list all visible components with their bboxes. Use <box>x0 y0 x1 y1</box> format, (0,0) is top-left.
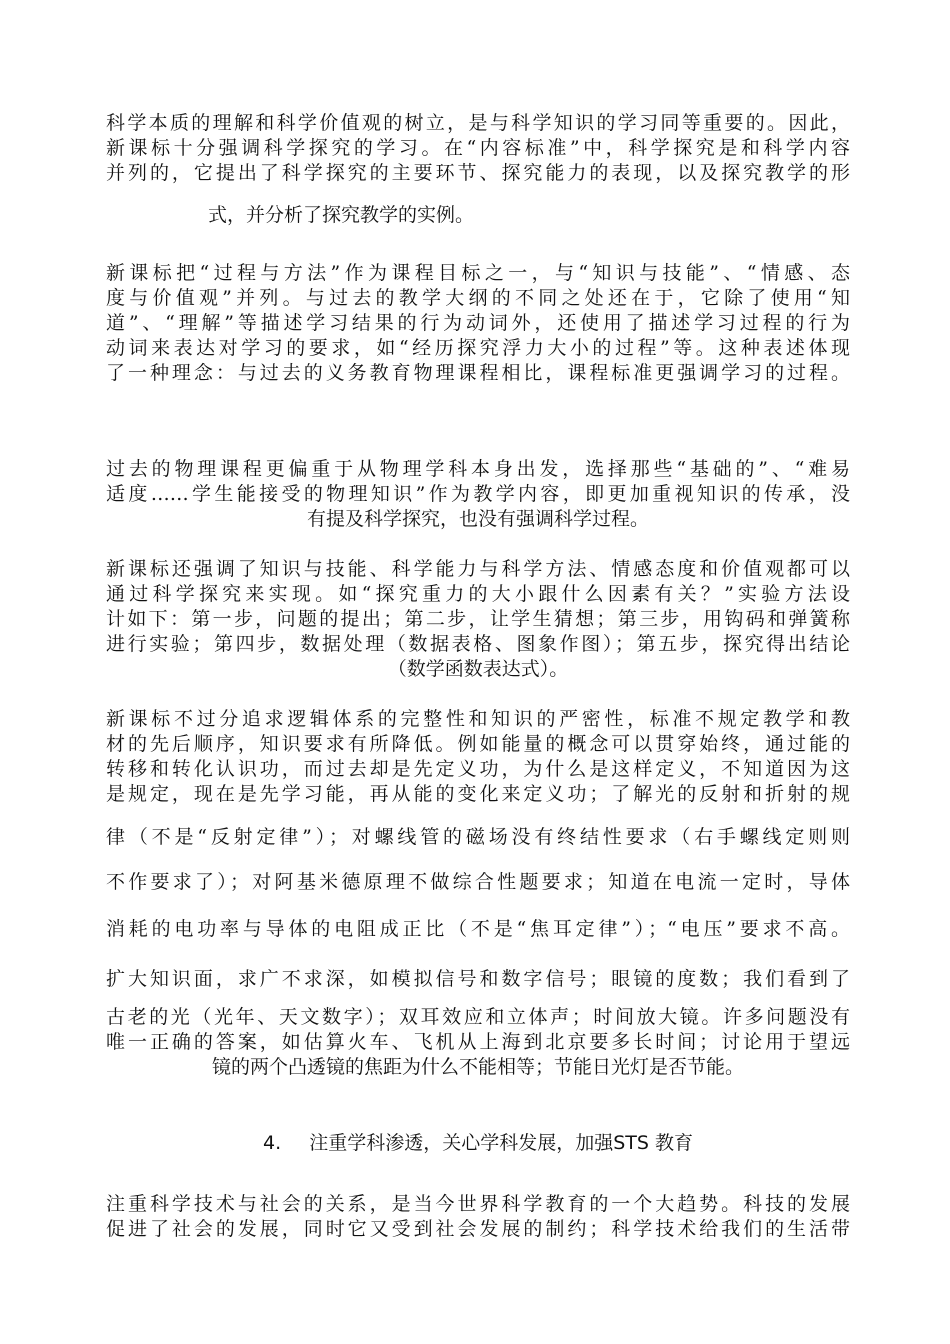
section-title-part-1: 注重学科渗透，关心学科发展，加强 <box>309 1132 614 1154</box>
paragraph-4-line-3: 计如下：第一步，问题的提出；第二步，让学生猜想；第三步，用钩码和弹簧称 <box>106 608 850 630</box>
paragraph-4-line-5: （数学函数表达式）。 <box>387 658 569 680</box>
paragraph-2-line-3: 道”、“理解”等描述学习结果的行为动词外，还使用了描述学习过程的行为 <box>106 312 850 334</box>
paragraph-2-line-1: 新课标把“过程与方法”作为课程目标之一，与“知识与技能”、“情感、态 <box>106 262 850 284</box>
section-title-part-2: 教育 <box>654 1132 693 1154</box>
paragraph-6-line-2: 古老的光（光年、天文数字）；双耳效应和立体声；时间放大镜。许多问题没有 <box>106 1006 850 1028</box>
paragraph-1-line-1: 科学本质的理解和科学价值观的树立，是与科学知识的学习同等重要的。因此， <box>106 112 850 134</box>
paragraph-1-line-4: 式，并分析了探究教学的实例。 <box>208 204 475 226</box>
paragraph-6-line-1: 扩大知识面，求广不求深，如模拟信号和数字信号；眼镜的度数；我们看到了 <box>106 968 850 990</box>
paragraph-5-line-3: 转移和转化认识功，而过去却是先定义功，为什么是这样定义，不知道因为这 <box>106 758 850 780</box>
paragraph-5-line-6: 不作要求了）；对阿基米德原理不做综合性题要求；知道在电流一定时，导体 <box>106 871 850 893</box>
paragraph-2-line-2: 度与价值观”并列。与过去的教学大纲的不同之处还在于，它除了使用“知 <box>106 287 850 309</box>
paragraph-3-line-1: 过去的物理课程更偏重于从物理学科本身出发，选择那些“基础的”、“难易 <box>106 458 850 480</box>
paragraph-5-line-7: 消耗的电功率与导体的电阻成正比（不是“焦耳定律”）；“电压”要求不高。 <box>106 918 850 940</box>
paragraph-2-line-5: 了一种理念：与过去的义务教育物理课程相比，课程标准更强调学习的过程。 <box>106 362 850 384</box>
section-title-sts: STS <box>613 1132 649 1154</box>
paragraph-5-line-4: 是规定，现在是先学习能，再从能的变化来定义功；了解光的反射和折射的规 <box>106 783 850 805</box>
section-number: 4. <box>263 1132 282 1154</box>
paragraph-5-line-2: 材的先后顺序，知识要求有所降低。例如能量的概念可以贯穿始终，通过能的 <box>106 733 850 755</box>
paragraph-3-line-3: 有提及科学探究，也没有强调科学过程。 <box>306 508 649 530</box>
paragraph-1-line-2: 新课标十分强调科学探究的学习。在“内容标准”中，科学探究是和科学内容 <box>106 137 850 159</box>
paragraph-4-line-4: 进行实验；第四步，数据处理（数据表格、图象作图）；第五步，探究得出结论 <box>106 633 850 655</box>
paragraph-5-line-5: 律（不是“反射定律”）；对螺线管的磁场没有终结性要求（右手螺线定则则 <box>106 826 850 848</box>
paragraph-4-line-1: 新课标还强调了知识与技能、科学能力与科学方法、情感态度和价值观都可以 <box>106 558 850 580</box>
paragraph-7-line-1: 注重科学技术与社会的关系，是当今世界科学教育的一个大趋势。科技的发展 <box>106 1193 850 1215</box>
paragraph-5-line-1: 新课标不过分追求逻辑体系的完整性和知识的严密性，标准不规定教学和教 <box>106 708 850 730</box>
paragraph-6-line-4: 镜的两个凸透镜的焦距为什么不能相等；节能日光灯是否节能。 <box>211 1056 744 1078</box>
section-heading <box>106 1131 850 1155</box>
paragraph-4-line-2: 通过科学探究来实现。如“探究重力的大小跟什么因素有关？”实验方法设 <box>106 583 850 605</box>
paragraph-3-line-2: 适度……学生能接受的物理知识”作为教学内容，即更加重视知识的传承，没 <box>106 483 850 505</box>
paragraph-7-line-2: 促进了社会的发展，同时它又受到社会发展的制约；科学技术给我们的生活带 <box>106 1218 850 1240</box>
paragraph-2-line-4: 动词来表达对学习的要求，如“经历探究浮力大小的过程”等。这种表述体现 <box>106 337 850 359</box>
paragraph-1-line-3: 并列的，它提出了科学探究的主要环节、探究能力的表现，以及探究教学的形 <box>106 162 850 184</box>
paragraph-6-line-3: 唯一正确的答案，如估算火车、飞机从上海到北京要多长时间；讨论用于望远 <box>106 1031 850 1053</box>
